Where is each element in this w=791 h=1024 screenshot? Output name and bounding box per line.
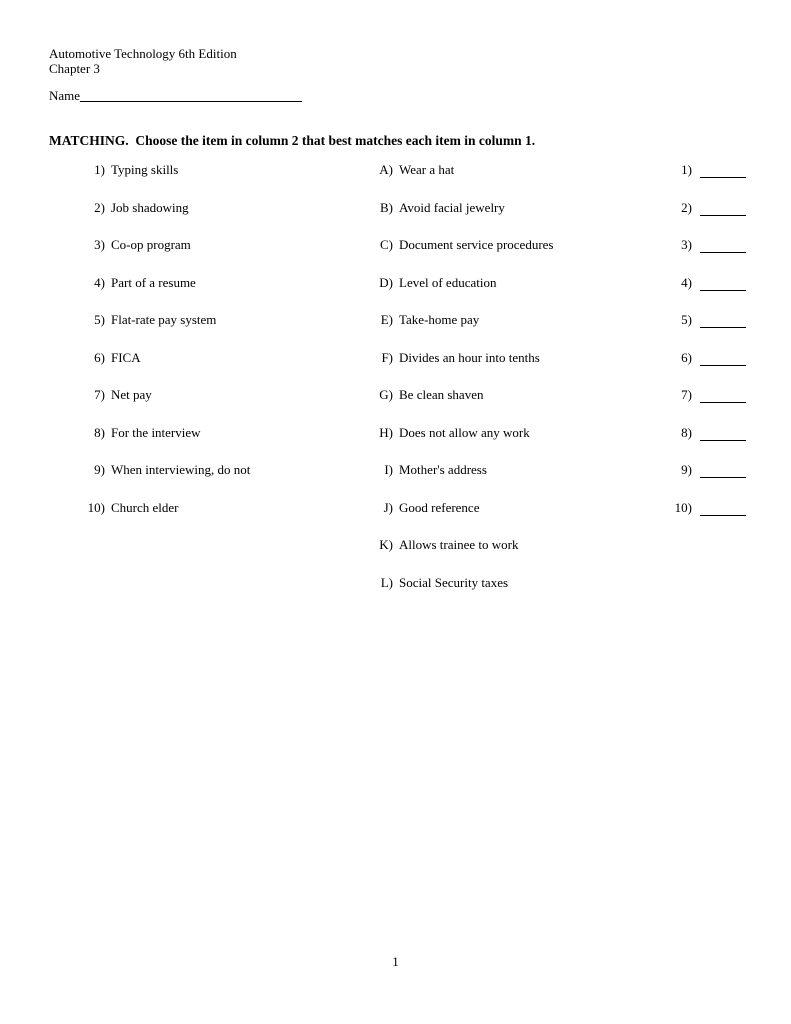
answer-item <box>640 200 770 238</box>
answer-number: 5) <box>681 312 692 328</box>
answer-blank[interactable] <box>700 350 746 366</box>
item-text: Part of a resume <box>111 274 196 290</box>
answer-number: 9) <box>681 462 692 478</box>
column2-item <box>340 237 635 275</box>
answer-blank[interactable] <box>700 500 746 516</box>
item-letter: A) <box>379 162 393 177</box>
answer-blank[interactable] <box>700 312 746 328</box>
item-text: Flat-rate pay system <box>111 312 217 328</box>
column1-item <box>49 462 334 500</box>
item-number: 9) <box>94 462 105 478</box>
item-text: Divides an hour into tenths <box>399 349 540 365</box>
item-text: Co-op program <box>111 237 191 253</box>
answer-number: 10) <box>674 499 692 515</box>
column1-item <box>49 500 334 538</box>
item-text: For the interview <box>111 424 201 440</box>
item-text: When interviewing, do not <box>111 462 251 478</box>
name-blank[interactable] <box>80 89 302 102</box>
column1-item <box>49 237 334 275</box>
item-text: FICA <box>111 349 141 365</box>
name-label: Name <box>49 88 81 103</box>
answer-blank[interactable] <box>700 162 746 178</box>
name-field <box>49 88 302 104</box>
answer-item <box>640 387 770 425</box>
item-text: Good reference <box>399 499 480 515</box>
item-letter: D) <box>379 274 393 290</box>
column2-item <box>340 275 635 313</box>
column1-item <box>49 162 334 200</box>
item-text: Wear a hat <box>399 162 455 177</box>
answer-item <box>640 350 770 388</box>
item-letter: E) <box>380 312 393 328</box>
matching-column-2 <box>340 162 635 613</box>
item-text: Mother's address <box>399 462 487 478</box>
answer-blank[interactable] <box>700 275 746 291</box>
column2-item <box>340 425 635 463</box>
column1-item <box>49 425 334 463</box>
answer-number: 4) <box>681 274 692 290</box>
column2-item <box>340 537 635 575</box>
column2-item <box>340 350 635 388</box>
item-letter: K) <box>379 537 393 553</box>
item-number: 1) <box>94 162 105 177</box>
answer-blank[interactable] <box>700 200 746 216</box>
column2-item <box>340 575 635 613</box>
matching-column-1 <box>49 162 334 537</box>
answer-number: 6) <box>681 349 692 365</box>
item-text: Allows trainee to work <box>399 537 519 553</box>
column2-item <box>340 312 635 350</box>
answer-number: 7) <box>681 387 692 403</box>
answer-item <box>640 462 770 500</box>
column1-item <box>49 200 334 238</box>
answer-item <box>640 162 770 200</box>
answer-blank[interactable] <box>700 462 746 478</box>
column1-item <box>49 275 334 313</box>
chapter-label: Chapter 3 <box>49 60 100 76</box>
item-text: Document service procedures <box>399 237 554 253</box>
item-text: Take-home pay <box>399 312 480 328</box>
document-header <box>49 47 237 76</box>
item-letter: C) <box>380 237 393 253</box>
item-text: Does not allow any work <box>399 424 530 440</box>
item-letter: H) <box>379 424 393 440</box>
item-letter: G) <box>379 387 393 403</box>
column1-item <box>49 312 334 350</box>
page-number: 1 <box>392 954 399 969</box>
item-text: Church elder <box>111 499 179 515</box>
item-text: Net pay <box>111 387 152 403</box>
item-number: 4) <box>94 274 105 290</box>
column2-item <box>340 500 635 538</box>
item-text: Level of education <box>399 274 497 290</box>
answer-item <box>640 500 770 538</box>
item-text: Social Security taxes <box>399 575 509 591</box>
item-number: 8) <box>94 424 105 440</box>
answer-number: 2) <box>681 199 692 215</box>
document-title: Automotive Technology 6th Edition <box>49 46 237 61</box>
item-number: 10) <box>87 499 105 515</box>
answer-item <box>640 237 770 275</box>
item-letter: J) <box>383 499 393 515</box>
answer-blank[interactable] <box>700 387 746 403</box>
item-letter: F) <box>381 349 393 365</box>
item-letter: I) <box>384 462 393 478</box>
column2-item <box>340 462 635 500</box>
column2-item <box>340 162 635 200</box>
answer-number: 8) <box>681 424 692 440</box>
answer-column <box>640 162 770 537</box>
answer-number: 3) <box>681 237 692 253</box>
item-number: 7) <box>94 387 105 403</box>
answer-item <box>640 275 770 313</box>
item-text: Avoid facial jewelry <box>399 199 505 215</box>
matching-instructions: MATCHING. Choose the item in column 2 that best matches each item in column 1. <box>49 133 536 148</box>
answer-item <box>640 312 770 350</box>
item-text: Typing skills <box>111 162 179 177</box>
column2-item <box>340 200 635 238</box>
item-letter: B) <box>380 199 393 215</box>
item-letter: L) <box>380 575 393 591</box>
item-text: Be clean shaven <box>399 387 484 403</box>
column2-item <box>340 387 635 425</box>
answer-blank[interactable] <box>700 237 746 253</box>
item-number: 3) <box>94 237 105 253</box>
item-number: 2) <box>94 199 105 215</box>
column1-item <box>49 350 334 388</box>
answer-item <box>640 425 770 463</box>
answer-number: 1) <box>681 162 692 177</box>
item-number: 5) <box>94 312 105 328</box>
answer-blank[interactable] <box>700 425 746 441</box>
item-text: Job shadowing <box>111 199 189 215</box>
item-number: 6) <box>94 349 105 365</box>
column1-item <box>49 387 334 425</box>
